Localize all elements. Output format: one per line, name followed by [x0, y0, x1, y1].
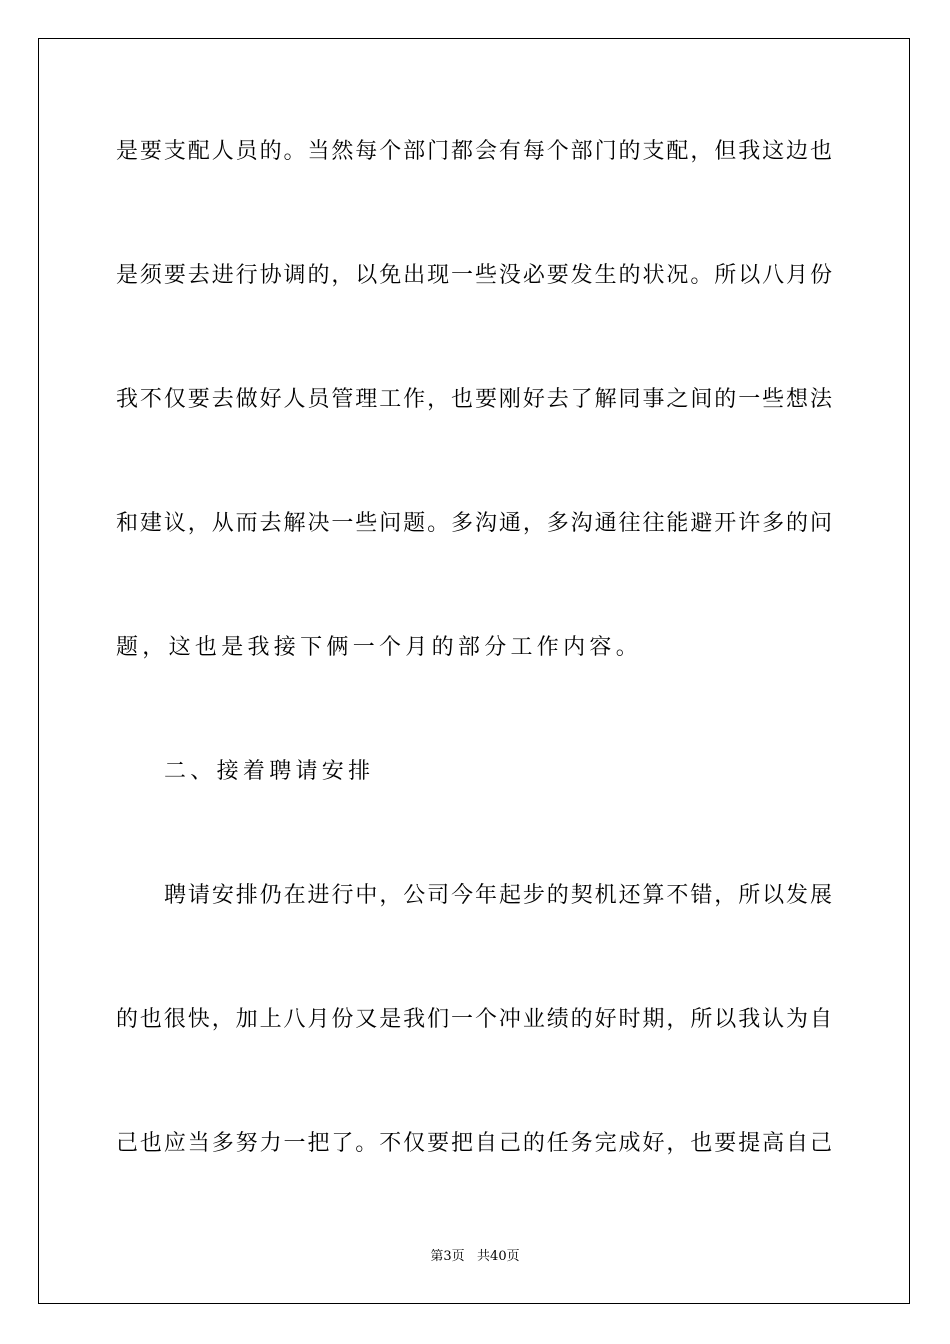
body-text-line: 题，这也是我接下俩一个月的部分工作内容。	[116, 635, 643, 660]
section-heading: 二、接着聘请安排	[164, 759, 375, 784]
body-text-line: 己也应当多努力一把了。不仅要把自己的任务完成好，也要提高自己	[116, 1131, 832, 1156]
body-text-line: 和建议，从而去解决一些问题。多沟通，多沟通往往能避开许多的问	[116, 511, 832, 536]
body-text-line: 是须要去进行协调的，以免出现一些没必要发生的状况。所以八月份	[116, 263, 832, 288]
body-text-line: 是要支配人员的。当然每个部门都会有每个部门的支配，但我这边也	[116, 139, 832, 164]
body-text-line: 聘请安排仍在进行中，公司今年起步的契机还算不错，所以发展	[164, 883, 832, 908]
page-number-footer: 第3页 共40页	[430, 1249, 520, 1264]
body-text-line: 我不仅要去做好人员管理工作，也要刚好去了解同事之间的一些想法	[116, 387, 832, 412]
page-border	[38, 38, 910, 1304]
body-text-line: 的也很快，加上八月份又是我们一个冲业绩的好时期，所以我认为自	[116, 1007, 832, 1032]
